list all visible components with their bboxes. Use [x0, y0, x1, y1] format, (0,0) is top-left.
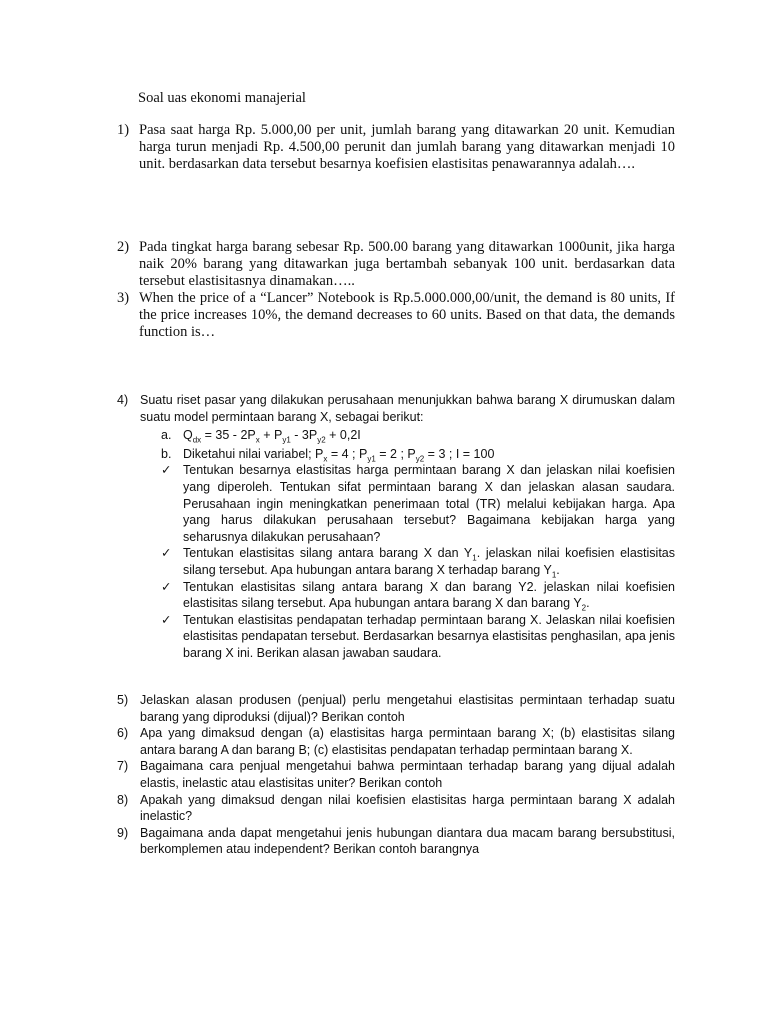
- task-text: Tentukan elastisitas pendapatan terhadap permintaan barang X. Jelaskan nilai koefisien elastisitas pendapatan tersebut. Berdasarkan besarnya elastisitas penghasilan, apa jenis barang X ini. Berikan alasan jawaban saudara.: [183, 612, 675, 660]
- question-6: [117, 725, 675, 758]
- question-number: 6): [117, 726, 129, 741]
- question-text: Apakah yang dimaksud dengan nilai koefisien elastisitas harga permintaan barang X adalah inelastic?: [140, 792, 675, 824]
- task-2: [161, 545, 675, 578]
- demand-equation: $Q_{dx} = 35 - 2P_x + P_{y1} - 3P_{y2} + 0,2I$: [183, 428, 361, 445]
- question-number: 8): [117, 792, 129, 807]
- sub-item-a: [161, 427, 675, 444]
- question-text: Jelaskan alasan produsen (penjual) perlu mengetahui elastisitas permintaan terhadap suatu barang yang diproduksi (dijual)? Berikan contoh: [140, 693, 675, 724]
- question-number: 3): [117, 290, 130, 306]
- check-icon: ✓: [161, 463, 172, 478]
- question-number: 9): [117, 825, 129, 840]
- question-2: [117, 239, 675, 290]
- question-intro: Suatu riset pasar yang dilakukan perusahaan menunjukkan bahwa barang X dirumuskan dalam suatu model permintaan barang X, sebagai berikut:: [140, 393, 675, 424]
- question-4: [117, 392, 675, 662]
- question-text: Pasa saat harga Rp. 5.000,00 per unit, jumlah barang yang ditawarkan 20 unit. Kemudian harga turun menjadi Rp. 4.500,00 perunit dan jumlah barang yang ditawarkan menjadi 10 unit. berdasarkan data tersebut besarnya koefisien elastisitas penawarannya adalah….: [139, 122, 675, 172]
- question-9: [117, 825, 675, 858]
- task-3: [161, 579, 675, 612]
- task-4: [161, 612, 675, 662]
- task-text: Tentukan elastisitas silang antara barang X dan barang Y2. jelaskan nilai koefisien elastisitas silang tersebut. Apa hubungan antara barang X dan barang $Y_2$.: [183, 579, 675, 613]
- question-text: Bagaimana anda dapat mengetahui jenis hubungan diantara dua macam barang bersubstitusi, berkomplemen atau independent? Berikan contoh barangnya: [140, 825, 675, 857]
- question-7: [117, 758, 675, 791]
- check-icon: ✓: [161, 612, 172, 627]
- sub-item-b: [161, 446, 675, 463]
- task-1: [161, 462, 675, 545]
- sub-marker: b.: [161, 446, 172, 461]
- check-icon: ✓: [161, 546, 172, 561]
- task-text: Tentukan besarnya elastisitas harga permintaan barang X dan jelaskan nilai koefisien yang diperoleh. Tentukan sifat permintaan barang X dan jelaskan alasan saudara. Perusahaan ingin meningkatkan penerimaan total (TR) melalui kebijakan harga. Apa yang harus dilakukan perusahaan tersebut? Bagaimana kebijakan harga yang seharusnya dilakukan perusahaan?: [183, 463, 675, 544]
- check-icon: ✓: [161, 579, 172, 594]
- question-number: 5): [117, 693, 129, 707]
- task-text: Tentukan elastisitas silang antara barang X dan $Y_1$. jelaskan nilai koefisien elastisitas silang tersebut. Apa hubungan antara barang X terhadap barang $Y_1$.: [183, 546, 675, 580]
- question-8: [117, 792, 675, 825]
- question-text: When the price of a “Lancer” Notebook is Rp.5.000.000,00/unit, the demand is 80 units, If the price increases 10%, the demand decreases to 60 units. Based on that data, the demands function is…: [139, 290, 675, 340]
- question-number: 2): [117, 239, 130, 255]
- question-1: [117, 122, 675, 173]
- question-number: 1): [117, 122, 130, 138]
- questions-5-9: [117, 692, 675, 858]
- question-number: 7): [117, 759, 129, 774]
- question-5: [117, 692, 675, 725]
- question-3: [117, 290, 675, 341]
- question-text: Bagaimana cara penjual mengetahui bahwa permintaan terhadap barang yang dijual adalah elastis, inelastic atau elastisitas uniter? Berikan contoh: [140, 759, 675, 790]
- question-text: Apa yang dimaksud dengan (a) elastisitas harga permintaan barang X; (b) elastisitas silang antara barang A dan barang B; (c) elastisitas pendapatan terhadap permintaan barang X.: [140, 726, 675, 757]
- sub-marker: a.: [161, 428, 172, 443]
- question-text: Pada tingkat harga barang sebesar Rp. 500.00 barang yang ditawarkan 1000unit, jika harga naik 20% barang yang ditawarkan juga bertambah sebanyak 100 unit. berdasarkan data tersebut elastisitasnya dinamakan…..: [139, 239, 675, 289]
- known-values: Diketahui nilai variabel; $P_x = 4$ ; $P_{y1} = 2$ ; $P_{y2} = 3$ ; I = 100: [183, 446, 495, 464]
- page-title: Soal uas ekonomi manajerial: [138, 90, 306, 106]
- question-number: 4): [117, 393, 129, 407]
